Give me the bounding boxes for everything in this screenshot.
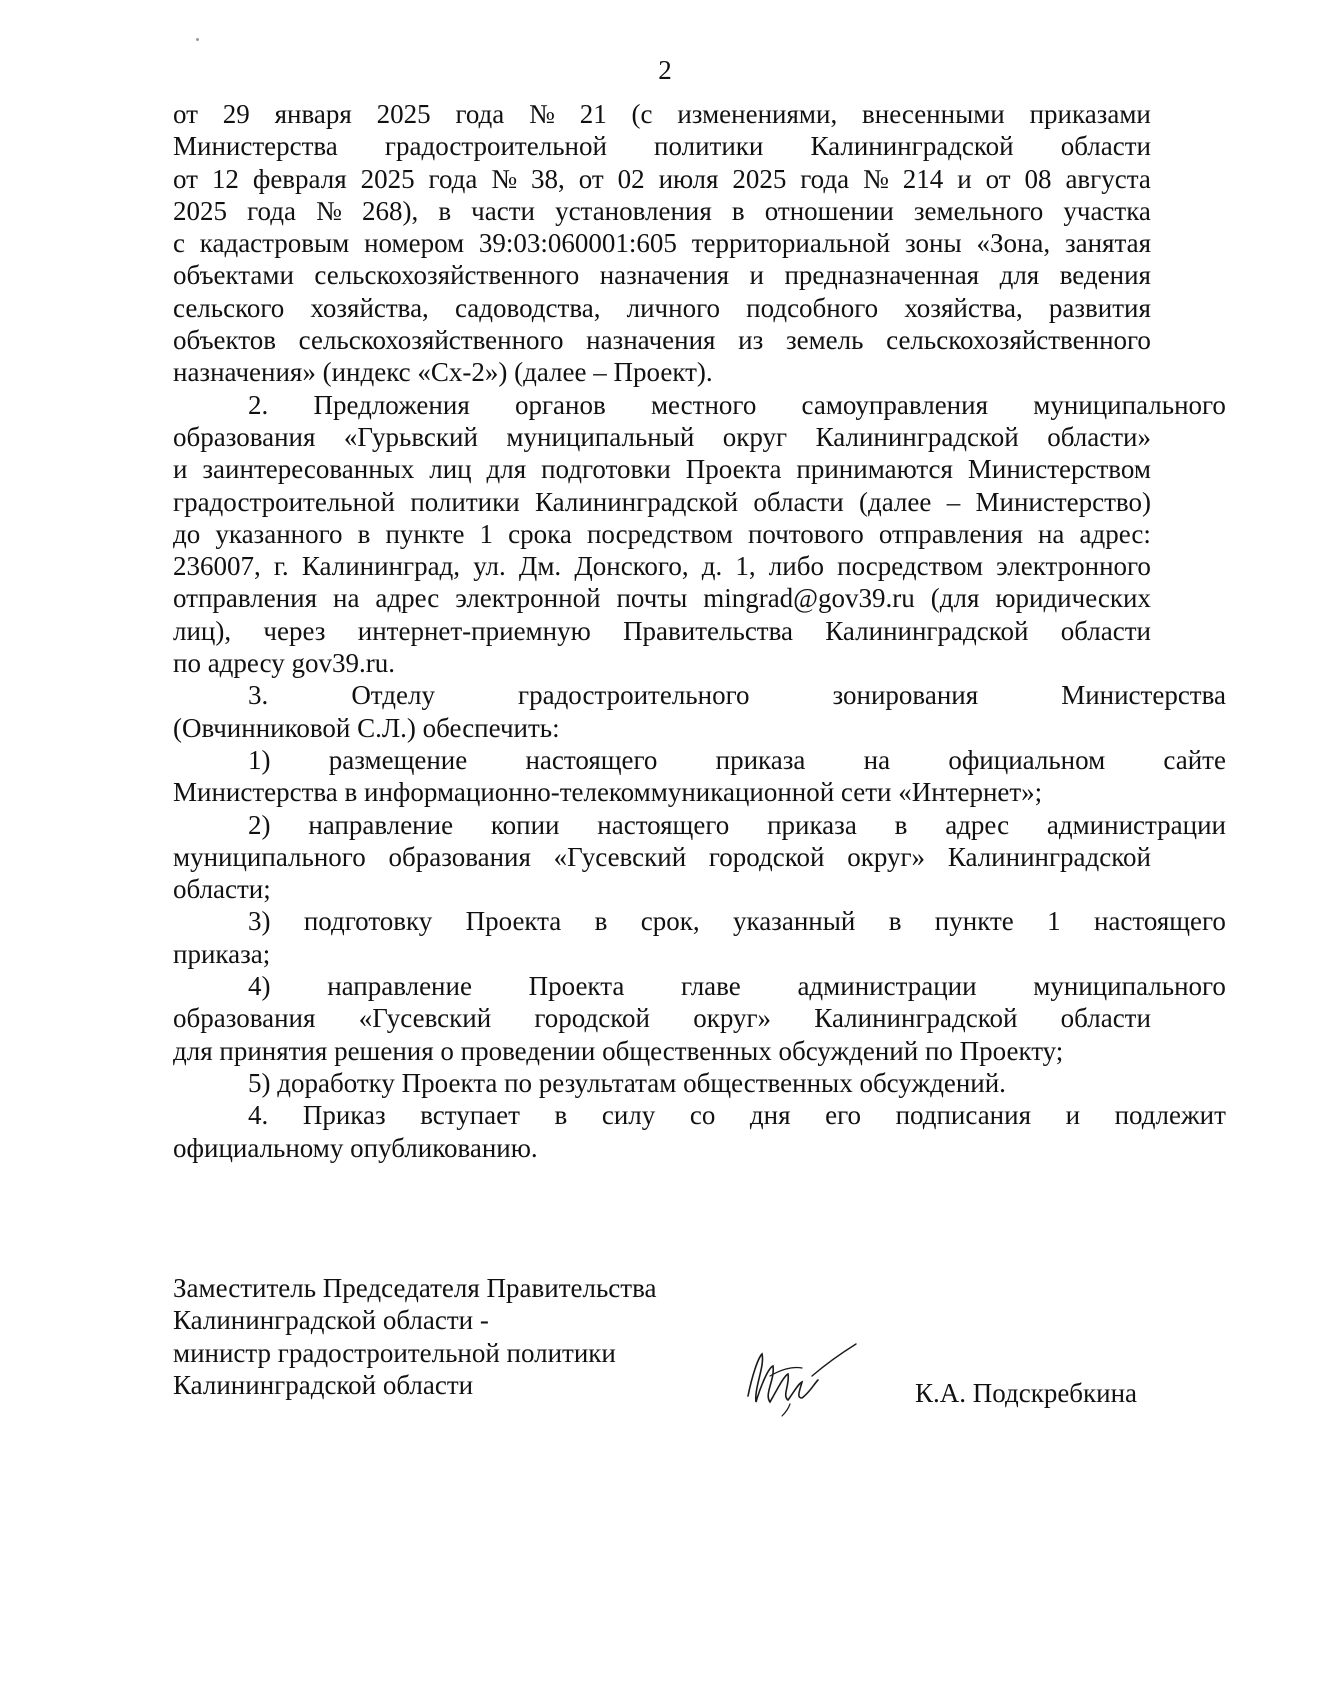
word: для bbox=[999, 260, 1040, 291]
word: ул. bbox=[473, 551, 506, 582]
word: июля bbox=[658, 163, 719, 194]
word: адрес bbox=[375, 583, 440, 614]
word: Министерства bbox=[173, 131, 338, 162]
word: градостроительной bbox=[173, 486, 395, 517]
word: номером bbox=[364, 228, 465, 259]
page-number: 2 bbox=[658, 55, 672, 85]
word: на bbox=[1037, 518, 1065, 549]
word: электронной bbox=[455, 583, 601, 614]
text-line bbox=[173, 163, 1151, 195]
word: официальном bbox=[948, 744, 1106, 775]
word: отправления bbox=[173, 583, 318, 614]
word: образования bbox=[388, 841, 531, 872]
paragraph-intro bbox=[173, 98, 1151, 389]
word: Калининградской bbox=[534, 486, 739, 517]
word: 236007, bbox=[173, 551, 261, 582]
signatory-position-line: министр градостроительной политики bbox=[173, 1337, 616, 1368]
paragraph-item-4 bbox=[173, 1099, 1226, 1164]
text-line bbox=[173, 98, 1151, 130]
text-line: по адресу gov39.ru. bbox=[173, 648, 395, 679]
word: 2) bbox=[248, 809, 271, 840]
word: муниципального bbox=[173, 841, 366, 872]
word: хозяйства, bbox=[904, 292, 1023, 323]
word: подсобного bbox=[746, 292, 879, 323]
word: № bbox=[491, 163, 518, 194]
word: в bbox=[888, 906, 902, 937]
word: Калининград, bbox=[301, 551, 461, 582]
word: настоящего bbox=[525, 744, 658, 775]
word: подготовку bbox=[303, 906, 433, 937]
text-line bbox=[173, 744, 1226, 776]
word: земельного bbox=[913, 195, 1044, 226]
word: года bbox=[455, 99, 505, 129]
text-line: приказа; bbox=[173, 938, 271, 969]
word: Министерства bbox=[1061, 680, 1226, 711]
word: 1, bbox=[735, 551, 756, 582]
word: и bbox=[749, 260, 764, 291]
word: 29 bbox=[222, 99, 250, 129]
word: администрации bbox=[1046, 809, 1226, 840]
word: 2. bbox=[248, 389, 269, 420]
word: августа bbox=[1065, 163, 1151, 194]
word: 12 bbox=[211, 163, 239, 194]
text-line bbox=[173, 195, 1151, 227]
text-line bbox=[173, 389, 1226, 421]
word: 2025 bbox=[732, 163, 787, 194]
word: силу bbox=[601, 1100, 656, 1131]
word: от bbox=[985, 163, 1011, 194]
word: Министерство) bbox=[975, 486, 1151, 517]
word: сельскохозяйственного bbox=[298, 325, 564, 356]
word: «Зона, bbox=[976, 228, 1051, 259]
word: из bbox=[738, 325, 764, 356]
word: политики bbox=[410, 486, 520, 517]
word: посредством bbox=[837, 551, 984, 582]
text-line bbox=[173, 259, 1151, 291]
text-line bbox=[173, 905, 1226, 937]
word: на bbox=[863, 744, 891, 775]
word: Калининградской bbox=[814, 1003, 1018, 1034]
word: 1 bbox=[1047, 906, 1061, 937]
paragraph-item-3-5 bbox=[173, 1067, 1151, 1099]
signatory-position-line: Калининградской области bbox=[173, 1369, 474, 1400]
word: и bbox=[957, 163, 972, 194]
word: главе bbox=[681, 971, 741, 1002]
text-line bbox=[173, 841, 1151, 873]
scan-speck bbox=[196, 38, 199, 41]
text-line bbox=[173, 453, 1151, 485]
word: муниципального bbox=[1033, 971, 1226, 1002]
word: с bbox=[173, 228, 185, 259]
word: Министерством bbox=[967, 454, 1151, 485]
text-line bbox=[173, 421, 1151, 453]
word: зоны bbox=[905, 228, 962, 259]
word: № bbox=[529, 99, 555, 129]
word: образования bbox=[173, 1003, 316, 1034]
word: в bbox=[357, 518, 371, 549]
word: в bbox=[438, 195, 452, 226]
word: 21 bbox=[579, 99, 607, 129]
word: Калининградской bbox=[825, 615, 1029, 646]
word: земель bbox=[785, 325, 864, 356]
word: хозяйства, bbox=[310, 292, 429, 323]
word: изменениями, bbox=[677, 99, 838, 129]
word: отношении bbox=[764, 195, 894, 226]
word: развития bbox=[1048, 292, 1151, 323]
word: Проекта bbox=[465, 906, 562, 937]
word: для bbox=[486, 454, 527, 485]
word: срок, bbox=[640, 906, 700, 937]
word: направление bbox=[308, 809, 454, 840]
word: 214 bbox=[902, 163, 944, 194]
word: электронного bbox=[996, 551, 1151, 582]
word: 39:03:060001:605 bbox=[478, 228, 677, 259]
word: подлежит bbox=[1114, 1100, 1226, 1131]
word: муниципальный bbox=[506, 421, 695, 452]
word: самоуправления bbox=[801, 389, 989, 420]
word: садоводства, bbox=[454, 292, 601, 323]
word: от bbox=[173, 99, 198, 129]
word: Донского, bbox=[574, 551, 689, 582]
word: муниципального bbox=[1033, 389, 1226, 420]
word: участка bbox=[1063, 195, 1151, 226]
word: либо bbox=[768, 551, 824, 582]
word: на bbox=[333, 583, 360, 614]
word: через bbox=[263, 615, 326, 646]
word: 1 bbox=[479, 518, 494, 549]
text-line bbox=[173, 809, 1226, 841]
word: размещение bbox=[328, 744, 468, 775]
word: приказа bbox=[715, 744, 806, 775]
word: приказами bbox=[1029, 99, 1151, 129]
word: области bbox=[753, 486, 844, 517]
word: (далее bbox=[858, 486, 932, 517]
paragraph-item-2 bbox=[173, 389, 1226, 680]
word: д. bbox=[701, 551, 723, 582]
word: политики bbox=[654, 131, 764, 162]
word: дня bbox=[749, 1100, 791, 1131]
word: и bbox=[173, 454, 188, 485]
word: 02 bbox=[617, 163, 645, 194]
word: назначения bbox=[599, 260, 730, 291]
handwritten-signature bbox=[740, 1336, 860, 1418]
word: Калининградской bbox=[947, 841, 1151, 872]
word: указанный bbox=[732, 906, 856, 937]
word: направление bbox=[327, 971, 472, 1002]
word: принимаются bbox=[796, 454, 953, 485]
word: городской bbox=[534, 1003, 650, 1034]
word: подписания bbox=[895, 1100, 1031, 1131]
word: образования bbox=[173, 421, 316, 452]
word: Калининградской bbox=[810, 131, 1014, 162]
word: Калининградской bbox=[815, 421, 1019, 452]
text-line bbox=[173, 550, 1151, 582]
text-line bbox=[173, 615, 1151, 647]
text-line: 5) доработку Проекта по результатам общественных обсуждений. bbox=[248, 1067, 1006, 1098]
word: срока bbox=[508, 518, 572, 549]
word: 1) bbox=[248, 744, 271, 775]
word: органов bbox=[514, 389, 606, 420]
word: области bbox=[1060, 1003, 1151, 1034]
word: области bbox=[1060, 131, 1151, 162]
word: занятая bbox=[1064, 228, 1151, 259]
word: 3) bbox=[248, 906, 271, 937]
text-line bbox=[173, 582, 1151, 614]
word: сельского bbox=[173, 292, 285, 323]
document-body bbox=[173, 98, 1226, 1164]
word: территориальной bbox=[691, 228, 891, 259]
text-line bbox=[173, 679, 1226, 711]
word: юридических bbox=[995, 583, 1151, 614]
word: подготовки bbox=[541, 454, 671, 485]
word: от bbox=[578, 163, 604, 194]
word: указанного bbox=[215, 518, 343, 549]
paragraph-item-3-3 bbox=[173, 905, 1226, 970]
word: заинтересованных bbox=[202, 454, 415, 485]
word: 2025 bbox=[173, 195, 227, 226]
word: установления bbox=[555, 195, 712, 226]
word: в bbox=[594, 906, 608, 937]
paragraph-item-3-4 bbox=[173, 970, 1226, 1067]
word: г. bbox=[273, 551, 289, 582]
word: зонирования bbox=[832, 680, 979, 711]
word: – bbox=[946, 486, 961, 517]
word: градостроительной bbox=[384, 131, 607, 162]
text-line bbox=[173, 292, 1151, 324]
word: «Гурьвский bbox=[343, 421, 478, 452]
word: округ» bbox=[847, 841, 926, 872]
word: в bbox=[894, 809, 908, 840]
word: личного bbox=[626, 292, 720, 323]
word: округ bbox=[722, 421, 788, 452]
word: городской bbox=[708, 841, 825, 872]
word: настоящего bbox=[1093, 906, 1226, 937]
word: пункте bbox=[934, 906, 1014, 937]
word: предназначенная bbox=[784, 260, 980, 291]
word: Приказ bbox=[302, 1100, 386, 1131]
word: объектов bbox=[173, 325, 276, 356]
text-line bbox=[173, 518, 1151, 550]
word: Проекта bbox=[685, 454, 782, 485]
word: ведения bbox=[1059, 260, 1151, 291]
text-line: (Овчинниковой С.Л.) обеспечить: bbox=[173, 712, 560, 743]
word: кадастровым bbox=[199, 228, 350, 259]
word: Проекта bbox=[528, 971, 625, 1002]
word: отправления bbox=[878, 518, 1023, 549]
word: «Гусевский bbox=[553, 841, 687, 872]
word: местного bbox=[650, 389, 757, 420]
word: года bbox=[428, 163, 478, 194]
text-line bbox=[173, 970, 1226, 1002]
word: 2025 bbox=[376, 99, 431, 129]
text-line: области; bbox=[173, 874, 271, 905]
signatory-name: К.А. Подскребкина bbox=[915, 1378, 1138, 1408]
word: января bbox=[274, 99, 352, 129]
word: до bbox=[173, 518, 201, 549]
word: Правительства bbox=[623, 615, 793, 646]
word: в bbox=[554, 1100, 568, 1131]
word: (для bbox=[930, 583, 980, 614]
word: почты bbox=[616, 583, 688, 614]
word: округ» bbox=[693, 1003, 772, 1034]
word: со bbox=[689, 1100, 716, 1131]
word: администрации bbox=[797, 971, 977, 1002]
paragraph-item-3-2 bbox=[173, 809, 1226, 906]
word: копии bbox=[490, 809, 560, 840]
paragraph-item-3-1 bbox=[173, 744, 1226, 809]
word: 2025 bbox=[360, 163, 415, 194]
word: Дм. bbox=[518, 551, 562, 582]
text-line: назначения» (индекс «Сх-2») (далее – Проект). bbox=[173, 357, 713, 388]
word: 268), bbox=[361, 195, 419, 226]
text-line bbox=[173, 486, 1151, 518]
word: почтового bbox=[747, 518, 864, 549]
word: его bbox=[825, 1100, 861, 1131]
text-line bbox=[173, 227, 1151, 259]
word: в bbox=[731, 195, 745, 226]
word: сельскохозяйственного bbox=[886, 325, 1151, 356]
word: части bbox=[471, 195, 535, 226]
word: посредством bbox=[586, 518, 733, 549]
word: объектами bbox=[173, 260, 294, 291]
word: 38, bbox=[531, 163, 565, 194]
text-line bbox=[173, 324, 1151, 356]
word: mingrad@gov39.ru bbox=[703, 583, 915, 614]
word: градостроительного bbox=[518, 680, 750, 711]
text-line bbox=[173, 1099, 1226, 1131]
word: 3. bbox=[248, 680, 269, 711]
word: вступает bbox=[420, 1100, 520, 1131]
paragraph-item-3 bbox=[173, 679, 1226, 744]
text-line: для принятия решения о проведении общественных обсуждений по Проекту; bbox=[173, 1035, 1064, 1066]
word: области bbox=[1060, 615, 1151, 646]
text-line bbox=[173, 1002, 1151, 1034]
word: Отделу bbox=[351, 680, 435, 711]
word: пункте bbox=[385, 518, 465, 549]
word: 08 bbox=[1024, 163, 1052, 194]
word: Предложения bbox=[313, 389, 470, 420]
word: «Гусевский bbox=[358, 1003, 492, 1034]
word: (с bbox=[631, 99, 653, 129]
word: сайте bbox=[1163, 744, 1226, 775]
word: 4. bbox=[248, 1100, 269, 1131]
word: лиц), bbox=[173, 615, 232, 646]
word: назначения bbox=[586, 325, 716, 356]
word: и bbox=[1065, 1100, 1081, 1131]
word: № bbox=[863, 163, 889, 194]
word: № bbox=[316, 195, 342, 226]
word: сельскохозяйственного bbox=[314, 260, 580, 291]
word: года bbox=[800, 163, 850, 194]
word: интернет-приемную bbox=[357, 615, 591, 646]
word: области» bbox=[1047, 421, 1151, 452]
word: приказа bbox=[767, 809, 857, 840]
word: адрес: bbox=[1079, 518, 1151, 549]
word: настоящего bbox=[597, 809, 730, 840]
word: от bbox=[173, 163, 198, 194]
word: года bbox=[247, 195, 296, 226]
text-line: официальному опубликованию. bbox=[173, 1132, 538, 1163]
signatory-position-line: Заместитель Председателя Правительства bbox=[173, 1273, 657, 1303]
text-line bbox=[173, 130, 1151, 162]
text-line: Министерства в информационно-телекоммуникационной сети «Интернет»; bbox=[173, 777, 1043, 808]
word: адрес bbox=[945, 809, 1010, 840]
word: лиц bbox=[429, 454, 472, 485]
word: февраля bbox=[252, 163, 347, 194]
word: внесенными bbox=[862, 99, 1005, 129]
word: 4) bbox=[248, 971, 271, 1002]
signatory-position-line: Калининградской области - bbox=[173, 1305, 489, 1336]
